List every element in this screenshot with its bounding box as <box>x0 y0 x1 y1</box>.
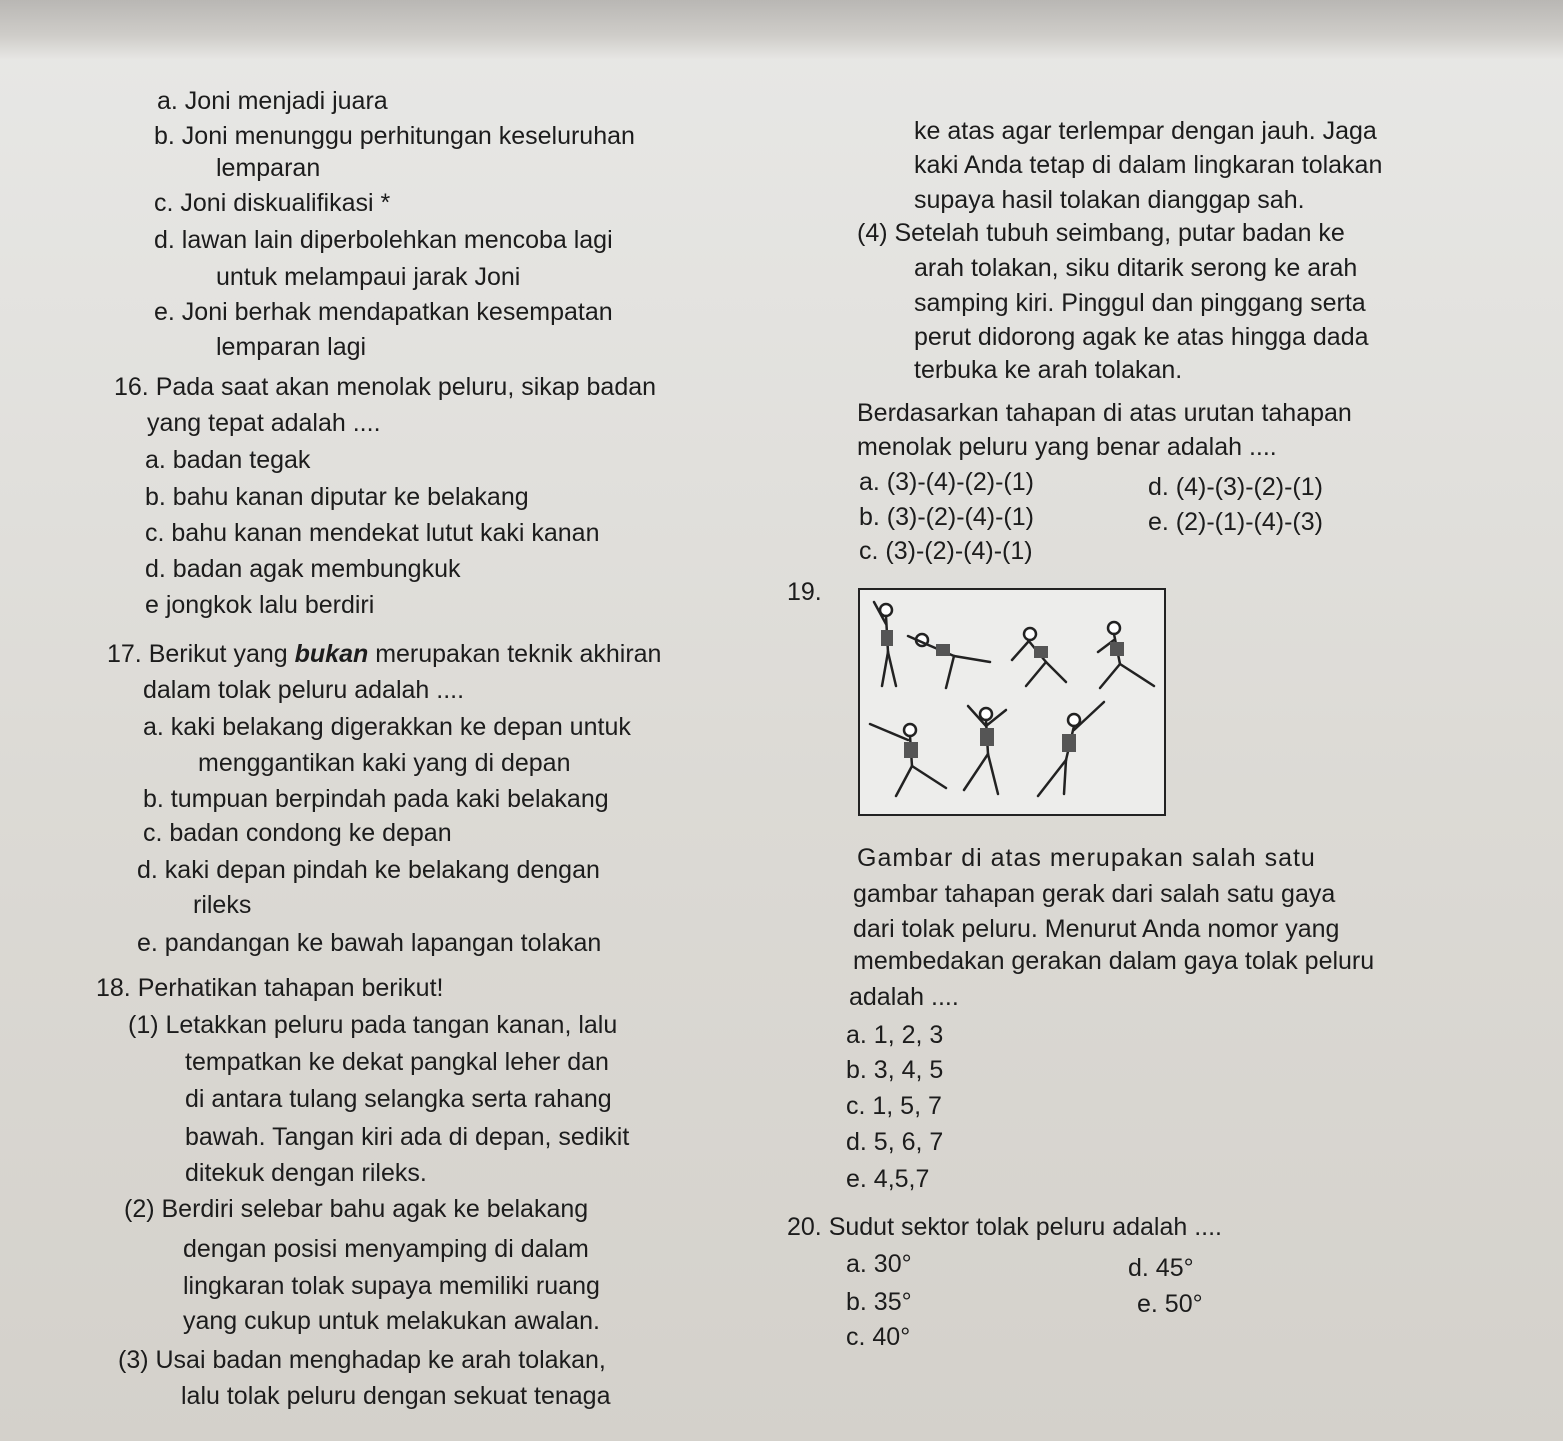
q18-step3-l2: lalu tolak peluru dengan sekuat tenaga <box>181 1382 611 1410</box>
q16-option-d: d. badan agak membungkuk <box>145 555 461 583</box>
q17-option-a-cont: menggantikan kaki yang di depan <box>198 749 571 777</box>
q19-stem-l2: gambar tahapan gerak dari salah satu gaya <box>853 880 1336 908</box>
shot-put-stages-figure <box>858 588 1166 816</box>
q17-option-a: a. kaki belakang digerakkan ke depan untuk <box>143 713 631 741</box>
stage-2-figure <box>908 634 990 688</box>
q18-step3: (3) Usai badan menghadap ke arah tolakan, <box>118 1346 606 1374</box>
q15-option-e: e. Joni berhak mendapatkan kesempatan <box>154 298 613 326</box>
q18-step4: (4) Setelah tubuh seimbang, putar badan ke <box>857 219 1345 247</box>
paper-top-edge <box>0 0 1563 60</box>
q15-option-c: c. Joni diskualifikasi * <box>154 189 391 217</box>
stage-4-figure <box>1098 622 1154 688</box>
q18-question-cont: menolak peluru yang benar adalah .... <box>857 433 1277 461</box>
stage-1-figure <box>874 602 896 686</box>
q17-stem-post: merupakan teknik akhiran <box>368 640 662 668</box>
q15-option-d: d. lawan lain diperbolehkan mencoba lagi <box>154 226 613 254</box>
q18-step4-l5: terbuka ke arah tolakan. <box>914 356 1183 384</box>
stage-3-figure <box>1012 628 1066 686</box>
stage-6-figure <box>964 706 1006 794</box>
q18-step3-cont-l1: ke atas agar terlempar dengan jauh. Jaga <box>914 117 1377 145</box>
q17-option-e: e. pandangan ke bawah lapangan tolakan <box>137 929 602 957</box>
athlete-figures-illustration <box>860 590 1164 814</box>
q15-option-e-cont: lemparan lagi <box>216 333 367 361</box>
q17-stem-emphasis: bukan <box>294 640 369 668</box>
q18-step3-cont-l2: kaki Anda tetap di dalam lingkaran tolakan <box>914 151 1383 179</box>
q18-step4-l2: arah tolakan, siku ditarik serong ke arah <box>914 254 1358 282</box>
q18-step2-l3: lingkaran tolak supaya memiliki ruang <box>183 1272 600 1300</box>
q18-option-d: d. (4)-(3)-(2)-(1) <box>1148 473 1323 501</box>
q17-stem-pre: 17. Berikut yang <box>107 640 295 668</box>
q18-option-b: b. (3)-(2)-(4)-(1) <box>859 503 1034 531</box>
q19-option-a: a. 1, 2, 3 <box>846 1021 944 1049</box>
q18-step1-l4: bawah. Tangan kiri ada di depan, sedikit <box>185 1123 630 1151</box>
q17-stem-cont: dalam tolak peluru adalah .... <box>143 676 465 704</box>
q16-option-c: c. bahu kanan mendekat lutut kaki kanan <box>145 519 600 547</box>
q17-option-d-cont: rileks <box>193 891 252 919</box>
q19-number: 19. <box>787 578 822 606</box>
stage-5-figure <box>870 724 946 796</box>
q18-option-e: e. (2)-(1)-(4)-(3) <box>1148 508 1323 536</box>
q15-option-b-cont: lemparan <box>216 154 321 182</box>
q18-option-a: a. (3)-(4)-(2)-(1) <box>859 468 1034 496</box>
q15-option-d-cont: untuk melampaui jarak Joni <box>216 263 521 291</box>
q17-option-c: c. badan condong ke depan <box>143 819 452 847</box>
q18-step4-l3: samping kiri. Pinggul dan pinggang serta <box>914 289 1366 317</box>
q18-step1-l2: tempatkan ke dekat pangkal leher dan <box>185 1048 609 1076</box>
q18-step2-l4: yang cukup untuk melakukan awalan. <box>183 1307 600 1335</box>
q18-step4-l4: perut didorong agak ke atas hingga dada <box>914 323 1369 351</box>
q18-step2-l2: dengan posisi menyamping di dalam <box>183 1235 589 1263</box>
q20-option-d: d. 45° <box>1128 1254 1194 1282</box>
q18-step1-l3: di antara tulang selangka serta rahang <box>185 1085 612 1113</box>
q18-stem: 18. Perhatikan tahapan berikut! <box>96 974 444 1002</box>
q19-stem: Gambar di atas merupakan salah satu <box>857 844 1316 872</box>
q20-option-e: e. 50° <box>1137 1290 1203 1318</box>
q16-option-e: e jongkok lalu berdiri <box>145 591 375 619</box>
q20-stem: 20. Sudut sektor tolak peluru adalah .... <box>787 1213 1222 1241</box>
q18-step3-cont-l3: supaya hasil tolakan dianggap sah. <box>914 186 1305 214</box>
q17-option-b: b. tumpuan berpindah pada kaki belakang <box>143 785 609 813</box>
q17-stem <box>107 639 661 669</box>
q19-stem-l5: adalah .... <box>849 983 959 1011</box>
q16-option-b: b. bahu kanan diputar ke belakang <box>145 483 529 511</box>
q20-option-c: c. 40° <box>846 1323 911 1351</box>
q20-option-a: a. 30° <box>846 1250 912 1278</box>
q18-step2: (2) Berdiri selebar bahu agak ke belakang <box>124 1195 589 1223</box>
q19-option-b: b. 3, 4, 5 <box>846 1056 944 1084</box>
q18-step1-l5: ditekuk dengan rileks. <box>185 1159 427 1187</box>
q15-option-a: a. Joni menjadi juara <box>157 87 388 115</box>
q20-option-b: b. 35° <box>846 1288 912 1316</box>
q19-stem-l4: membedakan gerakan dalam gaya tolak peluru <box>853 947 1375 975</box>
q19-option-e: e. 4,5,7 <box>846 1165 930 1193</box>
q19-option-d: d. 5, 6, 7 <box>846 1128 944 1156</box>
q18-step1: (1) Letakkan peluru pada tangan kanan, lalu <box>128 1011 618 1039</box>
q19-option-c: c. 1, 5, 7 <box>846 1092 942 1120</box>
q19-stem-l3: dari tolak peluru. Menurut Anda nomor yang <box>853 915 1340 943</box>
q17-option-d: d. kaki depan pindah ke belakang dengan <box>137 856 600 884</box>
q15-option-b: b. Joni menunggu perhitungan keseluruhan <box>154 122 635 150</box>
q16-stem: 16. Pada saat akan menolak peluru, sikap badan <box>114 373 657 401</box>
q16-stem-cont: yang tepat adalah .... <box>147 409 381 437</box>
q18-question: Berdasarkan tahapan di atas urutan tahapan <box>857 399 1352 427</box>
stage-7-figure <box>1038 702 1104 796</box>
q18-option-c: c. (3)-(2)-(4)-(1) <box>859 537 1033 565</box>
q16-option-a: a. badan tegak <box>145 446 311 474</box>
